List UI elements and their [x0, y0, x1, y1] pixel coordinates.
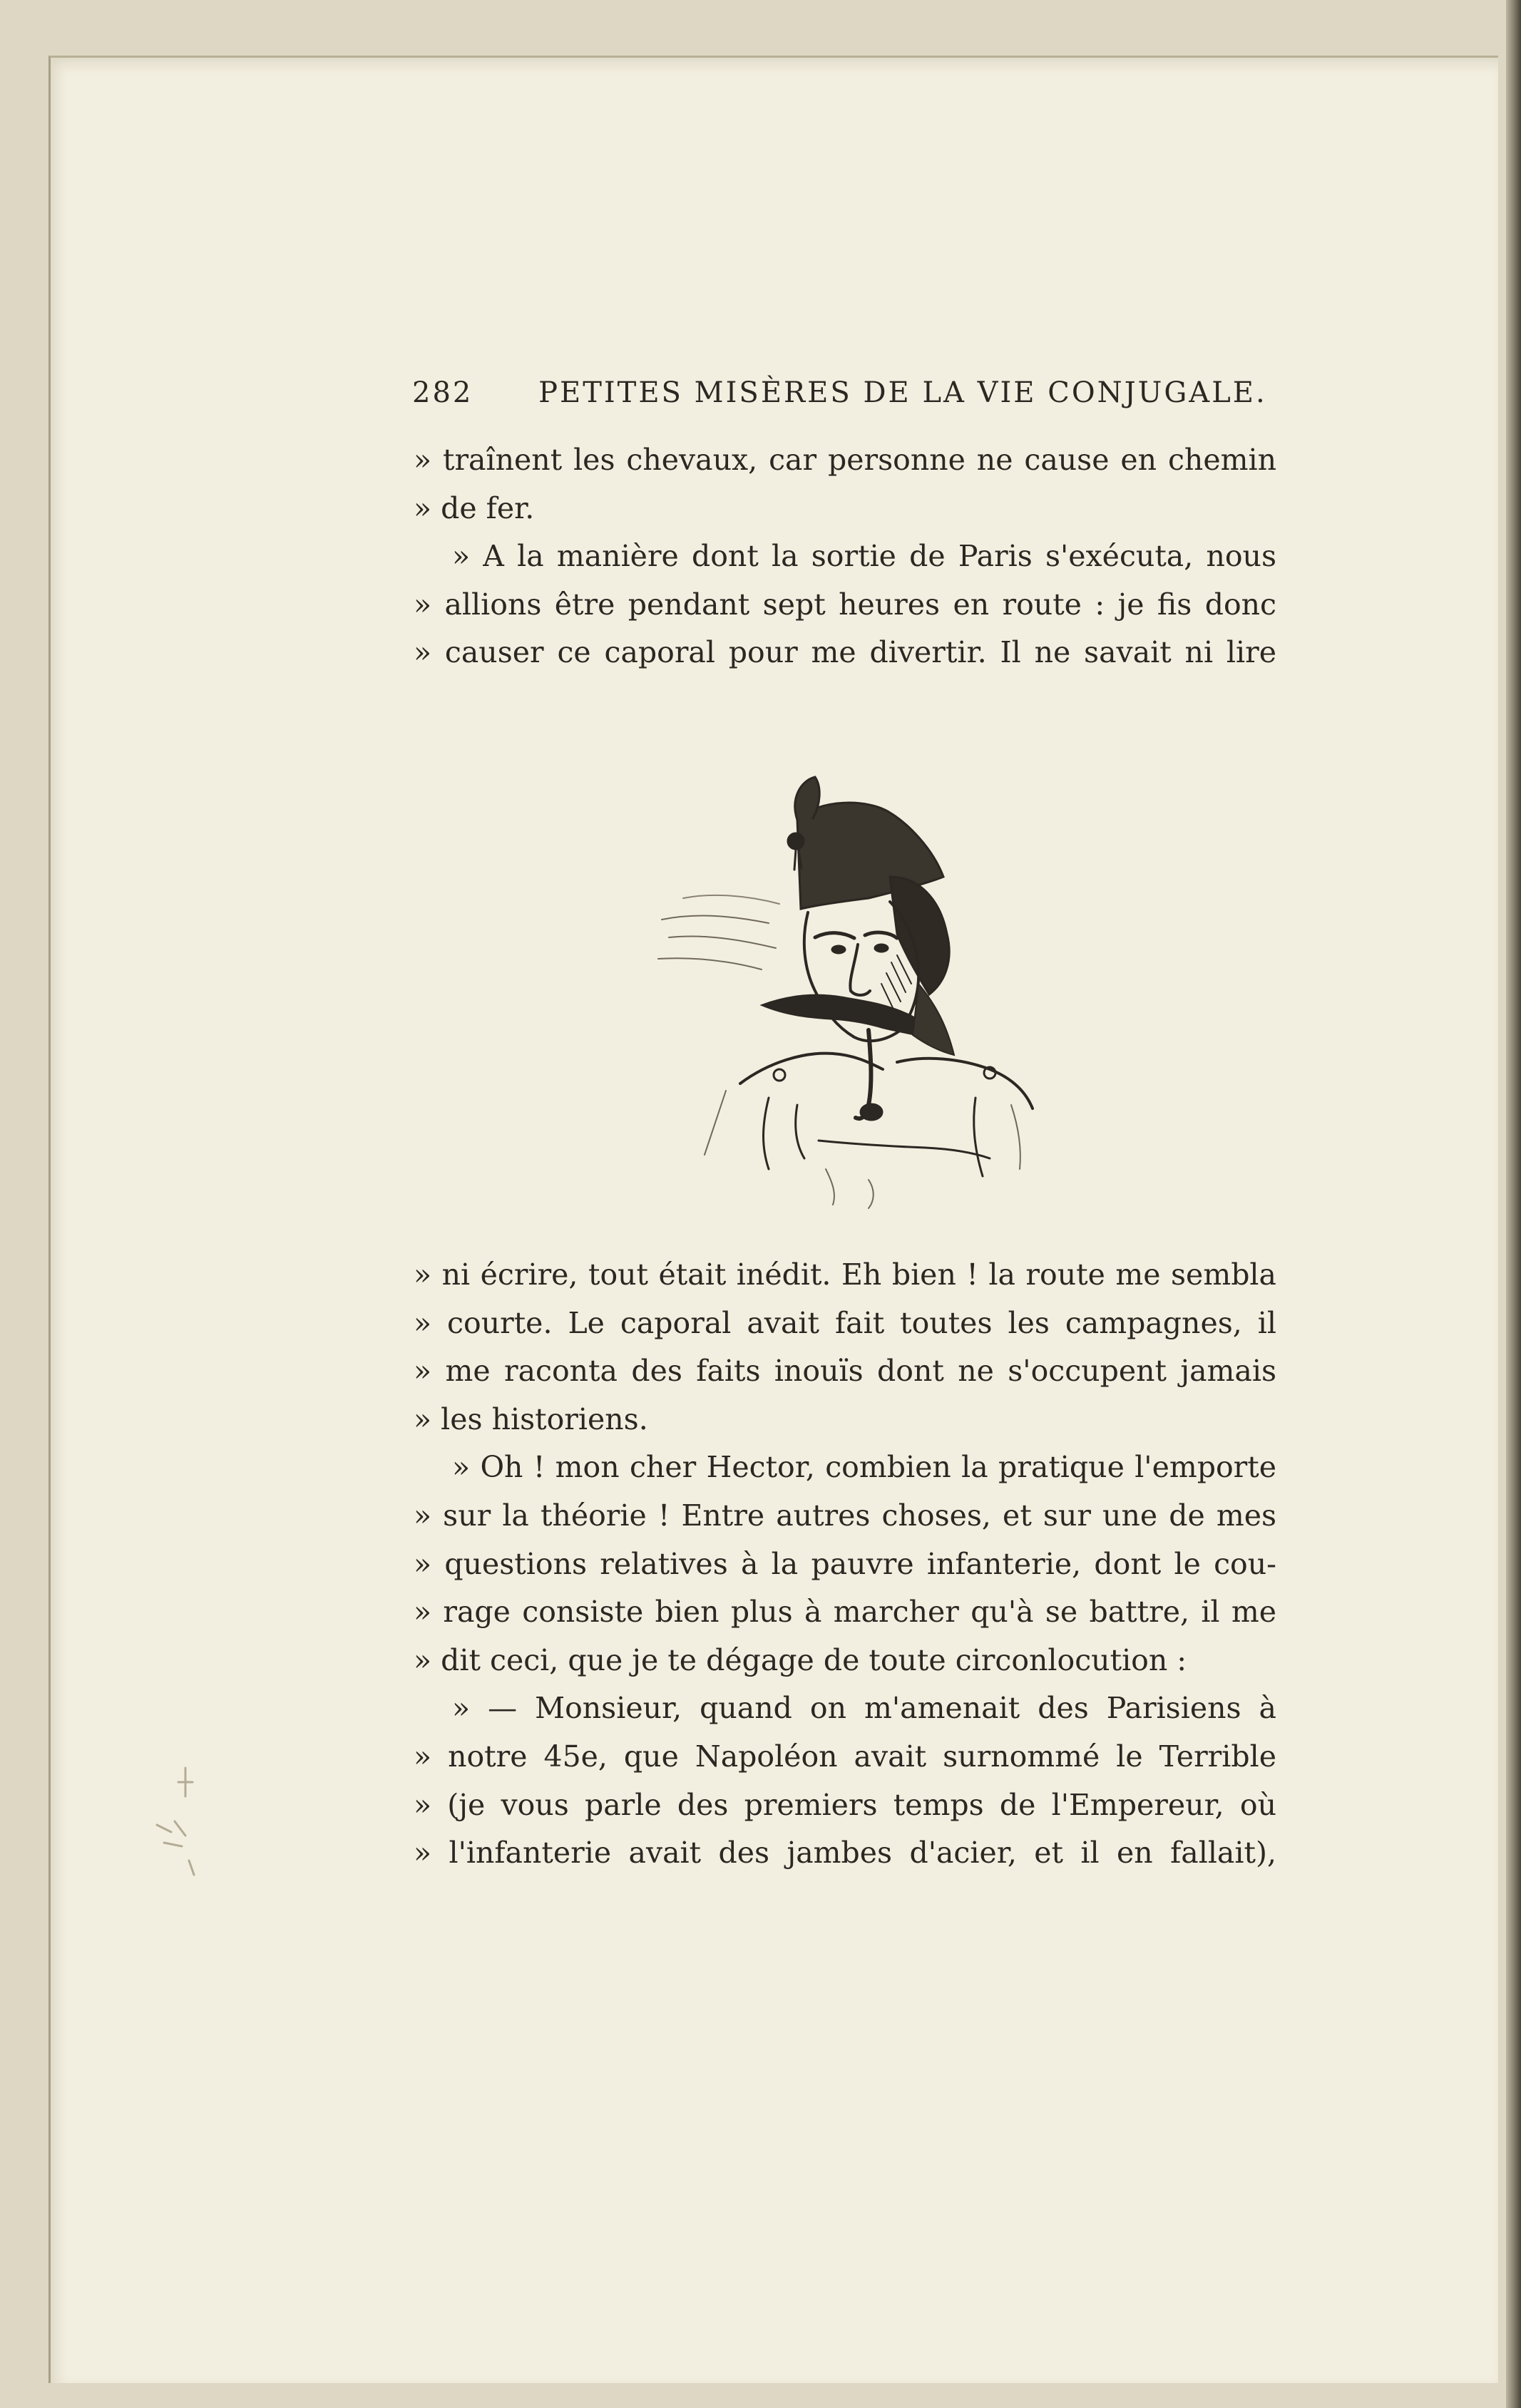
text-line: » (je vous parle des premiers temps de l'Empereur, où: [414, 1787, 1276, 1822]
text-block-bottom: [414, 1251, 1276, 1878]
margin-smudge: [143, 1754, 228, 1896]
text-block-top: [414, 436, 1276, 677]
text-line: » questions relatives à la pauvre infanterie, dont le cou-: [414, 1546, 1276, 1581]
text-line: » allions être pendant sept heures en route : je fis donc: [414, 587, 1276, 622]
page-number: 282: [412, 376, 473, 409]
text-line: » rage consiste bien plus à marcher qu'à se battre, il me: [414, 1595, 1276, 1630]
text-line: » — Monsieur, quand on m'amenait des Parisiens à: [452, 1691, 1276, 1726]
text-line: » les historiens.: [414, 1401, 648, 1436]
text-line: » traînent les chevaux, car personne ne cause en chemin: [414, 443, 1276, 477]
text-line: » A la manière dont la sortie de Paris s'exécuta, nous: [452, 539, 1276, 574]
text-line: » ni écrire, tout était inédit. Eh bien ! la route me sembla: [414, 1257, 1276, 1292]
text-line: » courte. Le caporal avait fait toutes les campagnes, il: [414, 1305, 1276, 1340]
running-header: [412, 376, 1268, 426]
text-line: » me raconta des faits inouïs dont ne s'occupent jamais: [414, 1354, 1276, 1389]
text-line: » dit ceci, que je te dégage de toute circonlocution :: [414, 1642, 1187, 1677]
book-edge-shadow: [1506, 0, 1521, 2408]
running-title: PETITES MISÈRES DE LA VIE CONJUGALE.: [538, 376, 1267, 409]
text-line: » de fer.: [414, 490, 535, 525]
text-line: » sur la théorie ! Entre autres choses, et sur une de mes: [414, 1498, 1276, 1533]
text-line: » notre 45e, que Napoléon avait surnommé le Terrible: [414, 1739, 1276, 1774]
text-line: » Oh ! mon cher Hector, combien la pratique l'emporte: [452, 1450, 1276, 1485]
text-line: » causer ce caporal pour me divertir. Il ne savait ni lire: [414, 635, 1276, 670]
text-line: » l'infanterie avait des jambes d'acier, et il en fallait),: [414, 1836, 1276, 1871]
soldier-illustration: [655, 770, 1068, 1212]
